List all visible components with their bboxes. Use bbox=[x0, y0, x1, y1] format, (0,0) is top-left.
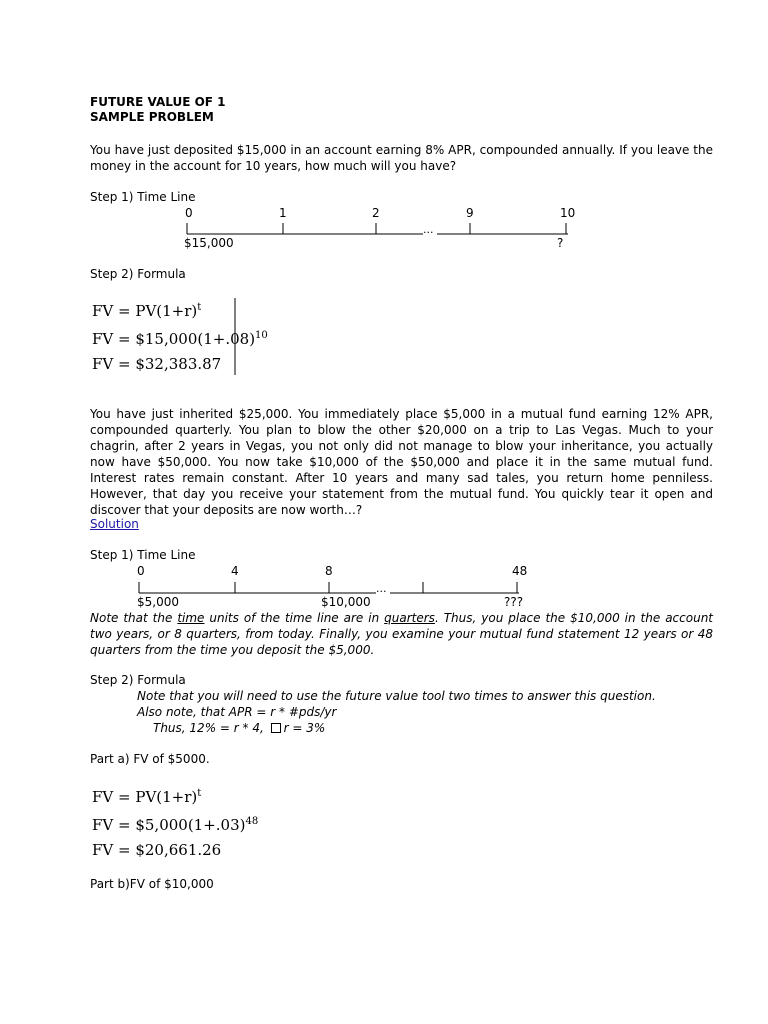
formula2-line2: FV = $\$5,000(1+.03)^{48}$ bbox=[92, 816, 259, 834]
page-subtitle: SAMPLE PROBLEM bbox=[90, 110, 214, 124]
tick-label-10: 10 bbox=[560, 206, 576, 220]
step1-label: Step 1) Time Line bbox=[90, 190, 196, 204]
tick2-label-48: 48 bbox=[512, 564, 528, 578]
timeline2-amount-0: $5,000 bbox=[137, 595, 179, 609]
timeline1-start-amount: $15,000 bbox=[184, 236, 234, 250]
step2-label: Step 2) Formula bbox=[90, 267, 186, 281]
formula1-line3: FV = $32,383.87 bbox=[92, 355, 222, 373]
note-thus: Thus, 12% = r * 4, r = 3% bbox=[153, 721, 326, 735]
solution-link[interactable]: Solution bbox=[90, 517, 139, 531]
timeline1-ellipsis: ... bbox=[423, 223, 434, 236]
note-two-times: Note that you will need to use the future value tool two times to answer this question. bbox=[137, 689, 656, 703]
part-b-label: Part b)FV of $10,000 bbox=[90, 877, 214, 891]
tick2-label-0: 0 bbox=[137, 564, 145, 578]
formula2-line3: FV = $20,661.26 bbox=[92, 841, 222, 859]
part-a-label: Part a) FV of $5000. bbox=[90, 752, 210, 766]
tick-label-0: 0 bbox=[185, 206, 193, 220]
solution-step2-label: Step 2) Formula bbox=[90, 673, 186, 687]
tick-label-1: 1 bbox=[279, 206, 287, 220]
page-title: FUTURE VALUE OF 1 bbox=[90, 95, 226, 109]
problem1-text: You have just deposited $15,000 in an account earning 8% APR, compounded annually. If you leave the money in the account for 10 years, how much will you have? bbox=[90, 143, 713, 173]
formula2-line1: FV = $PV(1+r)^t$ bbox=[92, 788, 202, 806]
timeline2-ellipsis: ... bbox=[376, 582, 387, 595]
formula1-line1: FV = $PV(1+r)^t$ bbox=[92, 302, 202, 320]
note-apr: Also note, that APR = r * #pds/yr bbox=[137, 705, 337, 719]
solution-step1-label: Step 1) Time Line bbox=[90, 548, 196, 562]
timeline-note: Note that the time units of the time line are in quarters. Thus, you place the $10,000 in the account two years, or 8 quarters, from today. Finally, you examine your mutual fund statement 12 years or 48 quarters from the time you deposit the $5,000. bbox=[90, 611, 714, 657]
implies-box-icon bbox=[271, 723, 281, 733]
tick-label-9: 9 bbox=[466, 206, 474, 220]
problem2-text: You have just inherited $25,000. You immediately place $5,000 in a mutual fund earning 12% APR, compounded quarterly. You plan to blow the other $20,000 on a trip to Las Vegas. Much to your chagrin, after 2 years in Vegas, you not only did not manage to blow your inheritance, you actually now have $50,000. You now take $10,000 of the $50,000 and place it in the same mutual fund. Interest rates remain constant. After 10 years and many sad tales, you return home penniless. However, that day you receive your statement from the mutual fund. You quickly tear it open and discover that your deposits are now worth…? bbox=[90, 407, 713, 517]
timeline2-amount-8: $10,000 bbox=[321, 595, 371, 609]
tick2-label-4: 4 bbox=[231, 564, 239, 578]
timeline2-amount-48: ??? bbox=[504, 595, 524, 609]
tick-label-2: 2 bbox=[372, 206, 380, 220]
timeline1-end-amount: ? bbox=[557, 236, 564, 250]
tick2-label-8: 8 bbox=[325, 564, 333, 578]
formula1-line2: FV = $\$15,000(1+.08)^{10}$ bbox=[92, 330, 268, 348]
